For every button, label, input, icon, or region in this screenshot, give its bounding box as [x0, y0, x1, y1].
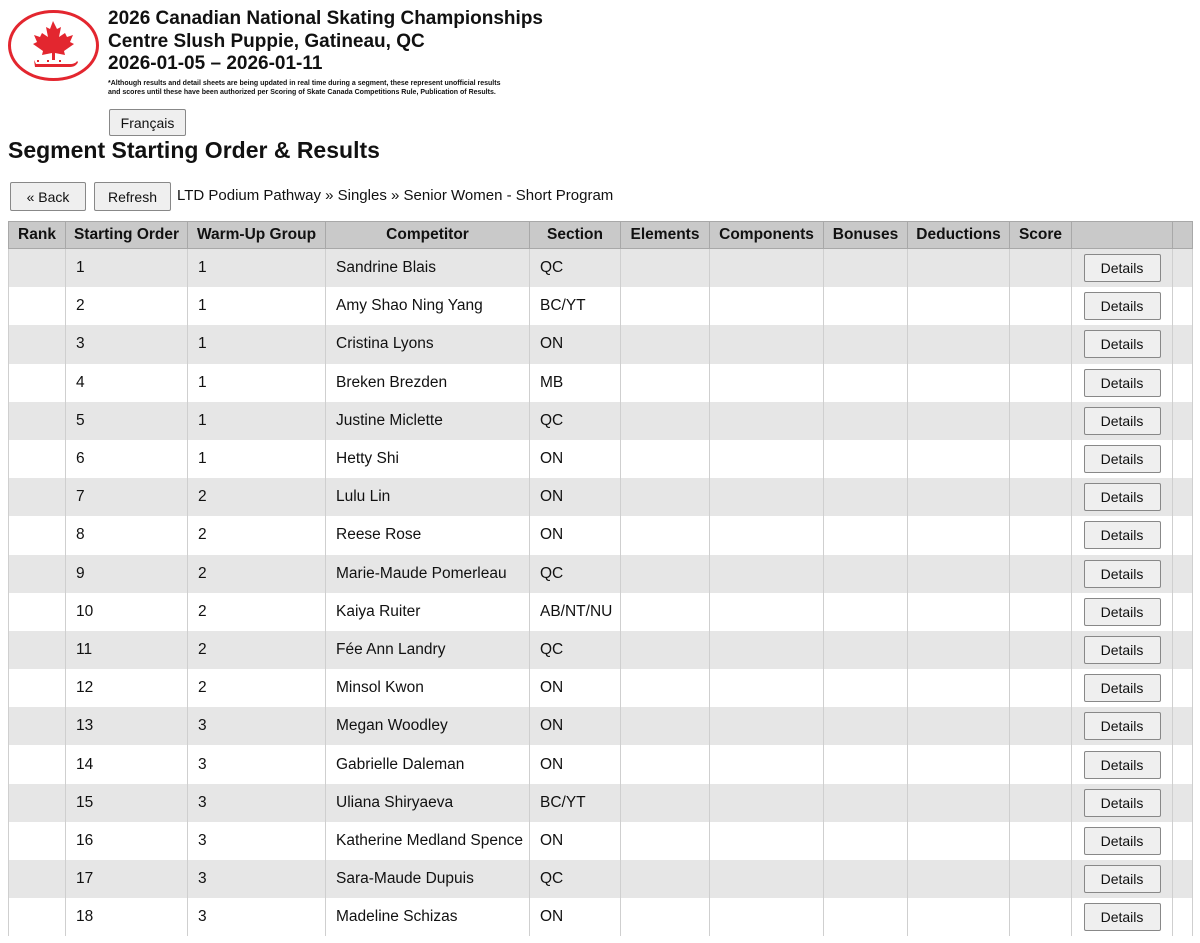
- cell-score: [1010, 478, 1072, 516]
- cell-deductions: [908, 249, 1010, 288]
- cell-section: ON: [530, 707, 621, 745]
- table-row: [9, 669, 1193, 707]
- cell-gutter: [1173, 593, 1193, 631]
- cell-components: [710, 478, 824, 516]
- cell-starting-order: 4: [66, 364, 188, 402]
- cell-gutter: [1173, 898, 1193, 936]
- cell-competitor: Marie-Maude Pomerleau: [326, 555, 530, 593]
- cell-warm-up-group: 2: [188, 516, 326, 554]
- cell-bonuses: [824, 593, 908, 631]
- cell-details: [1072, 364, 1173, 402]
- header-section[interactable]: Section: [530, 222, 621, 249]
- cell-elements: [621, 822, 710, 860]
- cell-rank: [9, 669, 66, 707]
- cell-deductions: [908, 745, 1010, 783]
- cell-starting-order: 3: [66, 325, 188, 363]
- cell-details: [1072, 631, 1173, 669]
- cell-components: [710, 745, 824, 783]
- cell-section: QC: [530, 249, 621, 288]
- cell-competitor: Fée Ann Landry: [326, 631, 530, 669]
- cell-gutter: [1173, 402, 1193, 440]
- cell-rank: [9, 249, 66, 288]
- cell-bonuses: [824, 822, 908, 860]
- cell-section: ON: [530, 478, 621, 516]
- cell-gutter: [1173, 364, 1193, 402]
- cell-section: QC: [530, 555, 621, 593]
- cell-score: [1010, 555, 1072, 593]
- cell-rank: [9, 784, 66, 822]
- cell-starting-order: 9: [66, 555, 188, 593]
- cell-section: ON: [530, 898, 621, 936]
- cell-starting-order: 1: [66, 249, 188, 288]
- cell-competitor: Hetty Shi: [326, 440, 530, 478]
- header-competitor[interactable]: Competitor: [326, 222, 530, 249]
- cell-components: [710, 822, 824, 860]
- cell-details: [1072, 249, 1173, 288]
- cell-elements: [621, 440, 710, 478]
- cell-competitor: Lulu Lin: [326, 478, 530, 516]
- cell-elements: [621, 249, 710, 288]
- cell-competitor: Minsol Kwon: [326, 669, 530, 707]
- cell-deductions: [908, 364, 1010, 402]
- details-button[interactable]: Details: [1084, 865, 1161, 893]
- cell-competitor: Sara-Maude Dupuis: [326, 860, 530, 898]
- cell-competitor: Uliana Shiryaeva: [326, 784, 530, 822]
- cell-section: AB/NT/NU: [530, 593, 621, 631]
- cell-components: [710, 898, 824, 936]
- cell-components: [710, 707, 824, 745]
- cell-competitor: Kaiya Ruiter: [326, 593, 530, 631]
- header-details: [1072, 222, 1173, 249]
- cell-rank: [9, 402, 66, 440]
- cell-details: [1072, 745, 1173, 783]
- cell-rank: [9, 593, 66, 631]
- cell-starting-order: 17: [66, 860, 188, 898]
- cell-details: [1072, 860, 1173, 898]
- table-row: [9, 402, 1193, 440]
- cell-section: ON: [530, 325, 621, 363]
- results-disclaimer: *Although results and detail sheets are being updated in real time during a segment, these represent unofficial results and scores until these have been authorized per Scoring of Skate Canada Competitions Rule, Publication of Results.: [108, 80, 501, 96]
- details-button[interactable]: Details: [1084, 369, 1161, 397]
- cell-warm-up-group: 1: [188, 364, 326, 402]
- cell-section: MB: [530, 364, 621, 402]
- cell-score: [1010, 249, 1072, 288]
- cell-details: [1072, 784, 1173, 822]
- cell-deductions: [908, 478, 1010, 516]
- header-score[interactable]: Score: [1010, 222, 1072, 249]
- cell-section: QC: [530, 631, 621, 669]
- cell-details: [1072, 822, 1173, 860]
- cell-elements: [621, 287, 710, 325]
- cell-bonuses: [824, 440, 908, 478]
- details-button[interactable]: Details: [1084, 827, 1161, 855]
- cell-deductions: [908, 707, 1010, 745]
- table-row: [9, 478, 1193, 516]
- cell-gutter: [1173, 325, 1193, 363]
- cell-score: [1010, 898, 1072, 936]
- header-bonuses[interactable]: Bonuses: [824, 222, 908, 249]
- cell-deductions: [908, 860, 1010, 898]
- cell-components: [710, 440, 824, 478]
- cell-deductions: [908, 440, 1010, 478]
- cell-components: [710, 860, 824, 898]
- cell-starting-order: 7: [66, 478, 188, 516]
- cell-deductions: [908, 516, 1010, 554]
- cell-elements: [621, 860, 710, 898]
- cell-elements: [621, 898, 710, 936]
- cell-components: [710, 249, 824, 288]
- cell-gutter: [1173, 822, 1193, 860]
- details-button[interactable]: Details: [1084, 674, 1161, 702]
- cell-components: [710, 516, 824, 554]
- cell-elements: [621, 516, 710, 554]
- cell-deductions: [908, 325, 1010, 363]
- cell-gutter: [1173, 860, 1193, 898]
- cell-rank: [9, 822, 66, 860]
- cell-competitor: Madeline Schizas: [326, 898, 530, 936]
- cell-gutter: [1173, 669, 1193, 707]
- table-row: [9, 631, 1193, 669]
- table-header-row: [9, 222, 1193, 249]
- cell-elements: [621, 593, 710, 631]
- cell-rank: [9, 516, 66, 554]
- cell-starting-order: 14: [66, 745, 188, 783]
- cell-gutter: [1173, 287, 1193, 325]
- results-table: [8, 221, 1193, 936]
- cell-components: [710, 631, 824, 669]
- cell-starting-order: 15: [66, 784, 188, 822]
- event-venue: Centre Slush Puppie, Gatineau, QC: [108, 30, 425, 52]
- cell-bonuses: [824, 249, 908, 288]
- cell-section: QC: [530, 860, 621, 898]
- cell-elements: [621, 402, 710, 440]
- cell-warm-up-group: 2: [188, 631, 326, 669]
- cell-components: [710, 669, 824, 707]
- cell-warm-up-group: 1: [188, 440, 326, 478]
- cell-bonuses: [824, 860, 908, 898]
- cell-score: [1010, 364, 1072, 402]
- cell-score: [1010, 669, 1072, 707]
- cell-warm-up-group: 3: [188, 898, 326, 936]
- header-components[interactable]: Components: [710, 222, 824, 249]
- cell-bonuses: [824, 364, 908, 402]
- cell-score: [1010, 440, 1072, 478]
- cell-components: [710, 784, 824, 822]
- table-row: [9, 516, 1193, 554]
- cell-gutter: [1173, 249, 1193, 288]
- cell-section: QC: [530, 402, 621, 440]
- cell-section: BC/YT: [530, 784, 621, 822]
- details-button[interactable]: Details: [1084, 407, 1161, 435]
- cell-deductions: [908, 784, 1010, 822]
- details-button[interactable]: Details: [1084, 903, 1161, 931]
- cell-starting-order: 18: [66, 898, 188, 936]
- cell-competitor: Katherine Medland Spence: [326, 822, 530, 860]
- cell-bonuses: [824, 898, 908, 936]
- cell-bonuses: [824, 669, 908, 707]
- cell-score: [1010, 402, 1072, 440]
- details-button[interactable]: Details: [1084, 712, 1161, 740]
- details-button[interactable]: Details: [1084, 636, 1161, 664]
- cell-elements: [621, 784, 710, 822]
- header-starting-order[interactable]: Starting Order: [66, 222, 188, 249]
- event-dates: 2026-01-05 – 2026-01-11: [108, 53, 323, 74]
- table-row: [9, 745, 1193, 783]
- cell-score: [1010, 707, 1072, 745]
- cell-deductions: [908, 593, 1010, 631]
- details-button[interactable]: Details: [1084, 521, 1161, 549]
- cell-section: ON: [530, 669, 621, 707]
- results-body: [9, 249, 1193, 937]
- cell-bonuses: [824, 325, 908, 363]
- cell-score: [1010, 822, 1072, 860]
- cell-score: [1010, 745, 1072, 783]
- cell-bonuses: [824, 402, 908, 440]
- details-button[interactable]: Details: [1084, 751, 1161, 779]
- refresh-button[interactable]: Refresh: [94, 182, 171, 211]
- cell-details: [1072, 555, 1173, 593]
- cell-starting-order: 12: [66, 669, 188, 707]
- cell-deductions: [908, 669, 1010, 707]
- cell-bonuses: [824, 745, 908, 783]
- cell-bonuses: [824, 555, 908, 593]
- cell-warm-up-group: 1: [188, 249, 326, 288]
- cell-warm-up-group: 2: [188, 593, 326, 631]
- cell-gutter: [1173, 631, 1193, 669]
- cell-score: [1010, 516, 1072, 554]
- cell-score: [1010, 287, 1072, 325]
- cell-details: [1072, 669, 1173, 707]
- cell-starting-order: 8: [66, 516, 188, 554]
- cell-starting-order: 16: [66, 822, 188, 860]
- cell-details: [1072, 287, 1173, 325]
- cell-score: [1010, 784, 1072, 822]
- cell-details: [1072, 478, 1173, 516]
- cell-section: BC/YT: [530, 287, 621, 325]
- cell-competitor: Breken Brezden: [326, 364, 530, 402]
- header-deductions[interactable]: Deductions: [908, 222, 1010, 249]
- cell-components: [710, 593, 824, 631]
- table-row: [9, 555, 1193, 593]
- cell-score: [1010, 325, 1072, 363]
- details-button[interactable]: Details: [1084, 292, 1161, 320]
- cell-rank: [9, 478, 66, 516]
- cell-competitor: Amy Shao Ning Yang: [326, 287, 530, 325]
- cell-score: [1010, 631, 1072, 669]
- event-title: [108, 8, 543, 76]
- cell-deductions: [908, 555, 1010, 593]
- cell-rank: [9, 555, 66, 593]
- cell-deductions: [908, 287, 1010, 325]
- back-button[interactable]: « Back: [10, 182, 86, 211]
- cell-section: ON: [530, 745, 621, 783]
- details-button[interactable]: Details: [1084, 483, 1161, 511]
- table-row: [9, 593, 1193, 631]
- cell-warm-up-group: 3: [188, 784, 326, 822]
- details-button[interactable]: Details: [1084, 254, 1161, 282]
- cell-bonuses: [824, 287, 908, 325]
- cell-deductions: [908, 898, 1010, 936]
- cell-details: [1072, 707, 1173, 745]
- cell-bonuses: [824, 516, 908, 554]
- cell-details: [1072, 402, 1173, 440]
- cell-competitor: Sandrine Blais: [326, 249, 530, 288]
- cell-elements: [621, 555, 710, 593]
- table-row: [9, 707, 1193, 745]
- cell-details: [1072, 325, 1173, 363]
- table-row: [9, 784, 1193, 822]
- cell-warm-up-group: 3: [188, 707, 326, 745]
- table-row: [9, 440, 1193, 478]
- cell-warm-up-group: 3: [188, 745, 326, 783]
- cell-rank: [9, 745, 66, 783]
- header-warm-up-group[interactable]: Warm-Up Group: [188, 222, 326, 249]
- cell-warm-up-group: 2: [188, 478, 326, 516]
- table-row: [9, 860, 1193, 898]
- table-row: [9, 249, 1193, 288]
- cell-details: [1072, 516, 1173, 554]
- cell-elements: [621, 631, 710, 669]
- cell-score: [1010, 860, 1072, 898]
- cell-components: [710, 364, 824, 402]
- cell-elements: [621, 364, 710, 402]
- details-button[interactable]: Details: [1084, 560, 1161, 588]
- cell-competitor: Justine Miclette: [326, 402, 530, 440]
- cell-rank: [9, 631, 66, 669]
- cell-starting-order: 11: [66, 631, 188, 669]
- cell-elements: [621, 669, 710, 707]
- cell-rank: [9, 860, 66, 898]
- details-button[interactable]: Details: [1084, 598, 1161, 626]
- cell-competitor: Reese Rose: [326, 516, 530, 554]
- cell-starting-order: 10: [66, 593, 188, 631]
- cell-elements: [621, 478, 710, 516]
- cell-components: [710, 287, 824, 325]
- cell-elements: [621, 745, 710, 783]
- cell-rank: [9, 707, 66, 745]
- cell-deductions: [908, 822, 1010, 860]
- cell-elements: [621, 325, 710, 363]
- cell-rank: [9, 898, 66, 936]
- breadcrumb: LTD Podium Pathway » Singles » Senior Women - Short Program: [177, 187, 614, 204]
- cell-warm-up-group: 3: [188, 822, 326, 860]
- table-row: [9, 287, 1193, 325]
- table-row: [9, 898, 1193, 936]
- details-button[interactable]: Details: [1084, 330, 1161, 358]
- cell-gutter: [1173, 707, 1193, 745]
- header-rank[interactable]: Rank: [9, 222, 66, 249]
- cell-starting-order: 2: [66, 287, 188, 325]
- details-button[interactable]: Details: [1084, 789, 1161, 817]
- cell-competitor: Gabrielle Daleman: [326, 745, 530, 783]
- cell-gutter: [1173, 478, 1193, 516]
- cell-gutter: [1173, 516, 1193, 554]
- cell-rank: [9, 364, 66, 402]
- cell-bonuses: [824, 784, 908, 822]
- cell-details: [1072, 440, 1173, 478]
- skate-canada-logo-icon: [8, 10, 99, 81]
- language-toggle-button[interactable]: Français: [109, 109, 186, 136]
- cell-rank: [9, 325, 66, 363]
- cell-bonuses: [824, 478, 908, 516]
- cell-gutter: [1173, 440, 1193, 478]
- cell-bonuses: [824, 631, 908, 669]
- cell-section: ON: [530, 516, 621, 554]
- event-name: 2026 Canadian National Skating Championships: [108, 8, 543, 29]
- cell-components: [710, 325, 824, 363]
- cell-deductions: [908, 402, 1010, 440]
- cell-competitor: Megan Woodley: [326, 707, 530, 745]
- cell-warm-up-group: 1: [188, 287, 326, 325]
- table-row: [9, 822, 1193, 860]
- cell-starting-order: 6: [66, 440, 188, 478]
- header-scrollbar-gutter: [1173, 222, 1193, 249]
- details-button[interactable]: Details: [1084, 445, 1161, 473]
- cell-rank: [9, 287, 66, 325]
- cell-warm-up-group: 3: [188, 860, 326, 898]
- cell-gutter: [1173, 784, 1193, 822]
- cell-deductions: [908, 631, 1010, 669]
- cell-rank: [9, 440, 66, 478]
- cell-elements: [621, 707, 710, 745]
- cell-gutter: [1173, 745, 1193, 783]
- cell-starting-order: 5: [66, 402, 188, 440]
- cell-bonuses: [824, 707, 908, 745]
- cell-warm-up-group: 1: [188, 402, 326, 440]
- cell-details: [1072, 898, 1173, 936]
- header-elements[interactable]: Elements: [621, 222, 710, 249]
- cell-starting-order: 13: [66, 707, 188, 745]
- cell-details: [1072, 593, 1173, 631]
- cell-section: ON: [530, 440, 621, 478]
- cell-warm-up-group: 2: [188, 555, 326, 593]
- page-title: Segment Starting Order & Results: [8, 137, 380, 163]
- cell-warm-up-group: 1: [188, 325, 326, 363]
- cell-score: [1010, 593, 1072, 631]
- cell-gutter: [1173, 555, 1193, 593]
- table-row: [9, 364, 1193, 402]
- cell-section: ON: [530, 822, 621, 860]
- cell-competitor: Cristina Lyons: [326, 325, 530, 363]
- table-row: [9, 325, 1193, 363]
- cell-warm-up-group: 2: [188, 669, 326, 707]
- cell-components: [710, 555, 824, 593]
- cell-components: [710, 402, 824, 440]
